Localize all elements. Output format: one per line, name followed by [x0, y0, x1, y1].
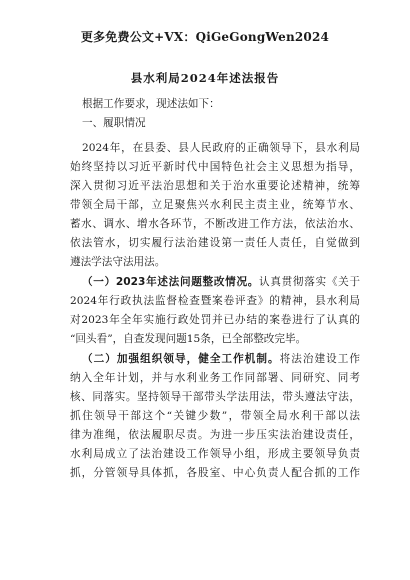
- text-line: 抓住领导干部这个“关键少数”，带领全局水利干部以法: [70, 410, 360, 422]
- subheading-2-rest: 将法治建设工作: [279, 353, 360, 365]
- text-line: 深入贯彻习近平法治思想和关于治水重要论述精神，统筹: [70, 180, 360, 192]
- text-line-subheading-2: [82, 352, 360, 366]
- text-line: 依法管水，切实履行法治建设第一责任人责任，自觉做到: [70, 237, 360, 249]
- document-title: 县水利局2024年述法报告: [130, 71, 280, 85]
- text-line: 对2023年全年实施行政处罚并已办结的案卷进行了认真的: [70, 314, 360, 326]
- text-line-subheading-1: [82, 275, 360, 289]
- text-line: 2024年行政执法监督检查暨案卷评查》的精神，县水利局: [70, 295, 360, 307]
- text-line: 蓄水、调水、增水各环节，不断改进工作方法，依法治水、: [70, 218, 360, 230]
- text-line-heading-1: 一、履职情况: [82, 117, 146, 129]
- text-line: 带领全局干部，立足聚焦兴水利民主责主业，统筹节水、: [70, 199, 360, 211]
- text-line: 律为准绳，依法履职尽责。为进一步压实法治建设责任，: [70, 429, 360, 441]
- text-line: 纳入全年计划，并与水利业务工作同部署、同研究、同考: [70, 372, 360, 384]
- text-line: 始终坚持以习近平新时代中国特色社会主义思想为指导，: [70, 161, 360, 173]
- subheading-1-bold: （一）2023年述法问题整改情况。: [82, 276, 260, 288]
- text-line: 抓，分管领导具体抓，各股室、中心负责人配合抓的工作: [70, 467, 360, 479]
- header-banner: 更多免费公文+VX：QiGeGongWen2024: [80, 30, 330, 44]
- text-line: 2024年，在县委、县人民政府的正确领导下，县水利局: [82, 142, 360, 154]
- subheading-2-bold: （二）加强组织领导，健全工作机制。: [82, 353, 280, 365]
- text-line-intro: 根据工作要求，现述法如下：: [82, 98, 220, 110]
- text-line: “回头看”，自查发现问题15条，已全部整改完毕。: [70, 333, 307, 345]
- subheading-1-rest: 认真贯彻落实《关于: [259, 276, 360, 288]
- text-line: 核、同落实。坚持领导干部带头学法用法，带头遵法守法，: [70, 391, 360, 403]
- text-line: 水利局成立了法治建设工作领导小组，形成主要领导负责: [70, 448, 360, 460]
- text-line: 遵法学法守法用法。: [70, 256, 166, 268]
